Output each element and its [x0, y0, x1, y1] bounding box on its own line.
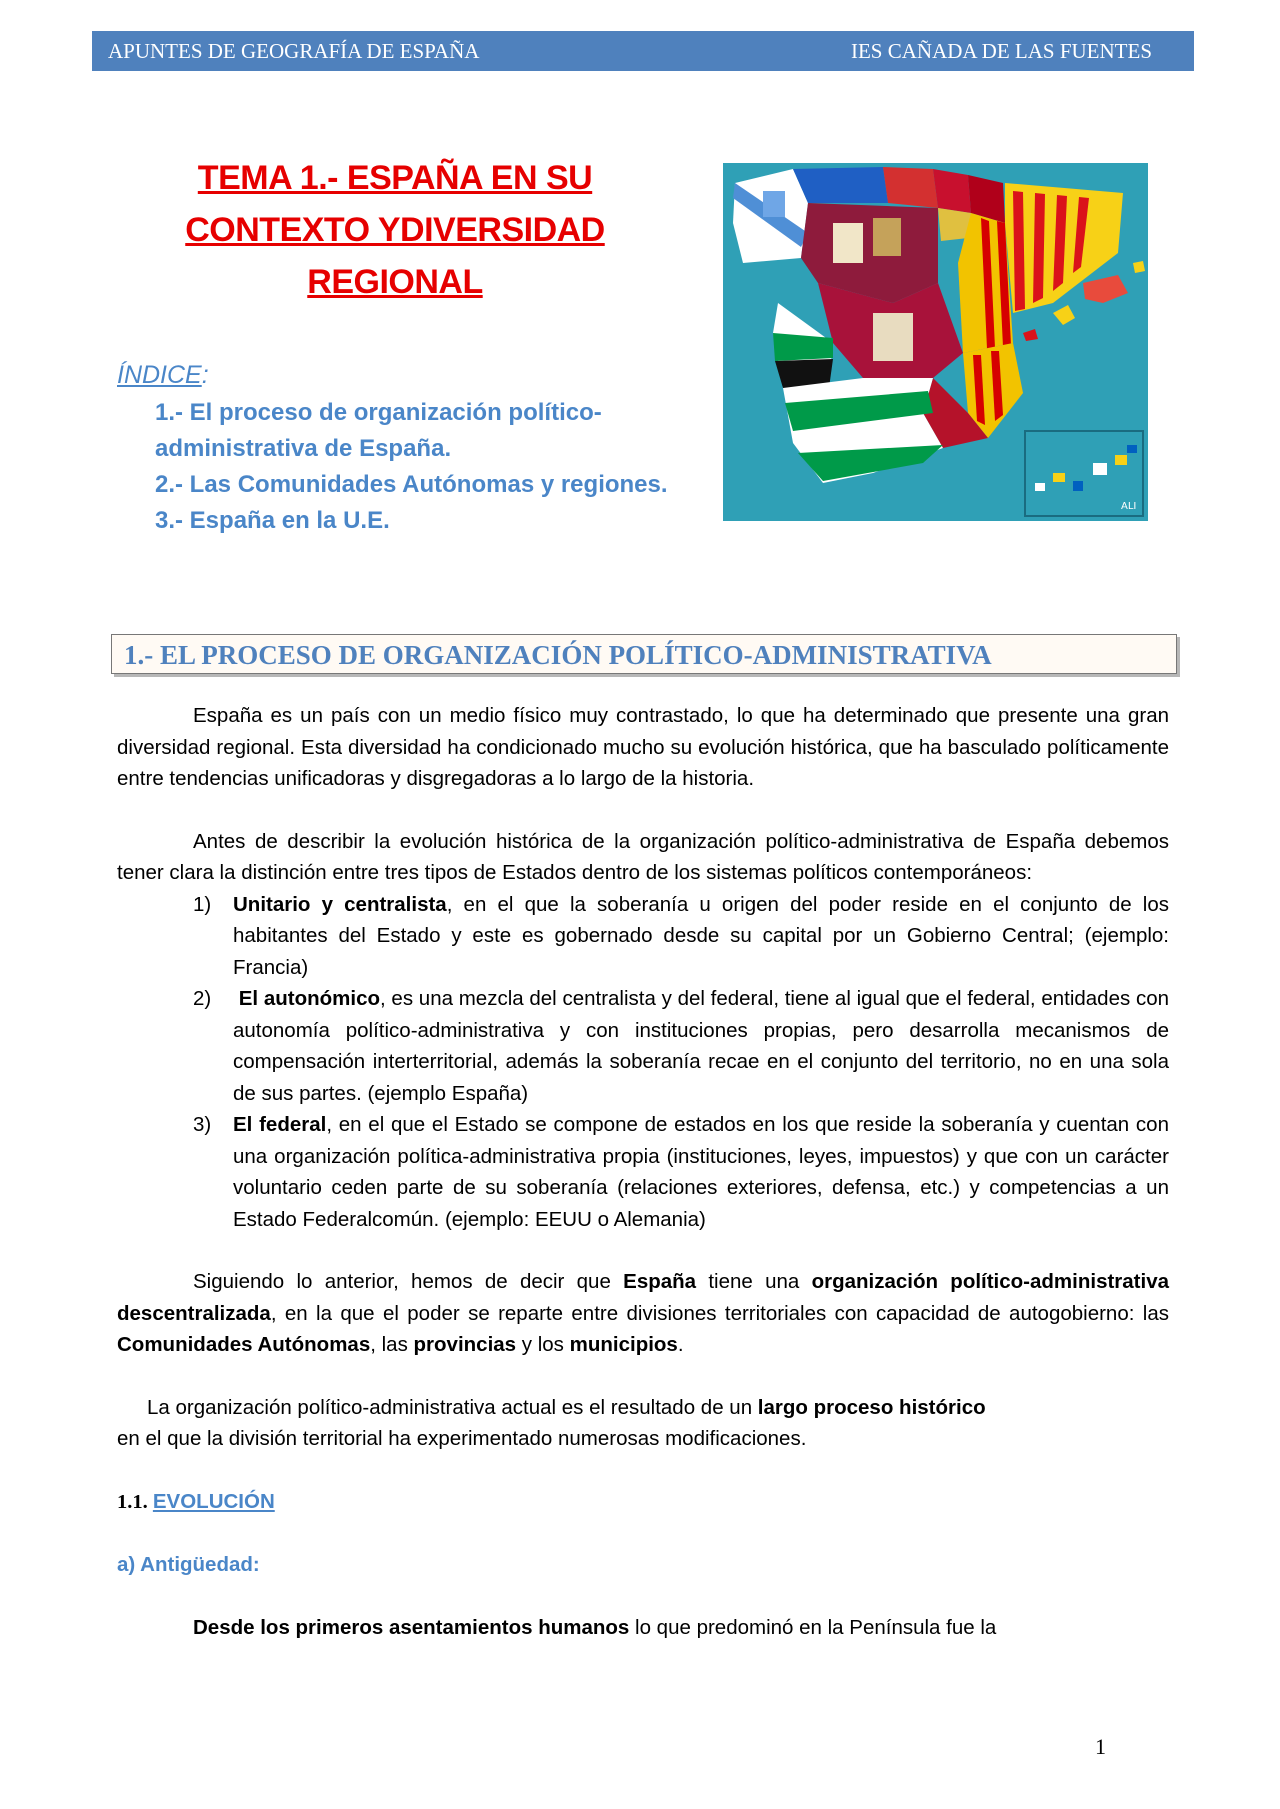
- list-number: 3): [193, 1113, 212, 1136]
- paragraph-5: Desde los primeros asentamientos humanos lo que predominó en la Península fue la: [193, 1615, 997, 1639]
- index-item-2: 2.- Las Comunidades Autónomas y regiones.: [155, 471, 668, 498]
- page-number: 1: [1095, 1734, 1106, 1759]
- paragraph-2: Antes de describir la evolución histórica de la organización político-administrativa de España debemos tener clara la distinción entre tres tipos de Estados dentro de los sistemas políticos contemporáneos:: [117, 829, 1169, 884]
- paragraph-4: La organización político-administrativa actual es el resultado de un largo proceso histórico en el que la división territorial ha experimentado numerosas modificaciones.: [117, 1395, 986, 1450]
- section-heading-1: 1.- EL PROCESO DE ORGANIZACIÓN POLÍTICO-ADMINISTRATIVA: [111, 634, 1177, 674]
- index-list: [155, 395, 675, 539]
- subheading-evolucion: 1.1. EVOLUCIÓN: [117, 1489, 275, 1513]
- paragraph-1: España es un país con un medio físico muy contrastado, lo que ha determinado que presente una gran diversidad regional. Esta diversidad ha condicionado mucho su evolución histórica, que ha basculado políticamente entre tendencias unificadoras y disgregadoras a lo largo de la historia.: [117, 704, 1169, 790]
- spain-flags-map-image: [723, 163, 1148, 521]
- list-term: Unitario y centralista: [233, 892, 447, 916]
- list-term: El autonómico: [238, 987, 380, 1010]
- index-item-1: 1.- El proceso de organización político-administrativa de España.: [155, 399, 602, 462]
- list-number: 2): [193, 987, 212, 1010]
- list-item: [117, 983, 1169, 1109]
- list-text: , en el que la soberanía u origen del poder reside en el conjunto de los habitantes del Estado y este es gobernado desde su capital por un Gobierno Central; (ejemplo: Francia): [233, 892, 1169, 979]
- list-text: , en el que el Estado se compone de estados en los que reside la soberanía y cuentan con una organización política-administrativa propia (instituciones, leyes, impuestos) y que con un carácter voluntario ceden parte de su soberanía (relaciones exteriores, defensa, etc.) y competencias a un Estado Federalcomún. (ejemplo: EEUU o Alemania): [233, 1113, 1169, 1231]
- title-line-1: TEMA 1.- ESPAÑA EN SU: [197, 159, 593, 197]
- list-item: [117, 1109, 1169, 1235]
- document-title: [130, 152, 660, 308]
- page-header: [92, 31, 1194, 71]
- document-body: [117, 700, 1169, 1643]
- state-types-list: [117, 889, 1169, 1236]
- index-colon: :: [201, 361, 209, 389]
- evolucion-link[interactable]: EVOLUCIÓN: [152, 1489, 275, 1513]
- title-line-3: REGIONAL: [307, 263, 483, 301]
- index-item-3: 3.- España en la U.E.: [155, 507, 390, 534]
- list-term: El federal: [233, 1113, 327, 1136]
- header-right: IES CAÑADA DE LAS FUENTES: [850, 38, 1152, 63]
- map-caption: ALI: [1121, 501, 1137, 512]
- header-left: APUNTES DE GEOGRAFÍA DE ESPAÑA: [108, 38, 480, 63]
- subheading-antiguedad: a) Antigüedad:: [117, 1553, 260, 1576]
- title-line-2: CONTEXTO YDIVERSIDAD: [185, 211, 605, 249]
- map-illustration: [723, 163, 1148, 521]
- list-text: , es una mezcla del centralista y del federal, tiene al igual que el federal, entidades con autonomía político-administrativa y con instituciones propias, pero desarrolla mecanismos de compensación interterritorial, además la soberanía recae en el conjunto del territorio, no en una sola de sus partes. (ejemplo España): [233, 987, 1170, 1105]
- index-label: [117, 361, 209, 390]
- paragraph-3: Siguiendo lo anterior, hemos de decir que España tiene una organización político-administrativa descentralizada, en la que el poder se reparte entre divisiones territoriales con capacidad de autogobierno: las Comunidades Autónomas, las provincias y los municipios.: [117, 1270, 1169, 1356]
- index-label-text: ÍNDICE: [117, 361, 202, 389]
- list-item: [117, 889, 1169, 984]
- list-number: 1): [193, 892, 212, 916]
